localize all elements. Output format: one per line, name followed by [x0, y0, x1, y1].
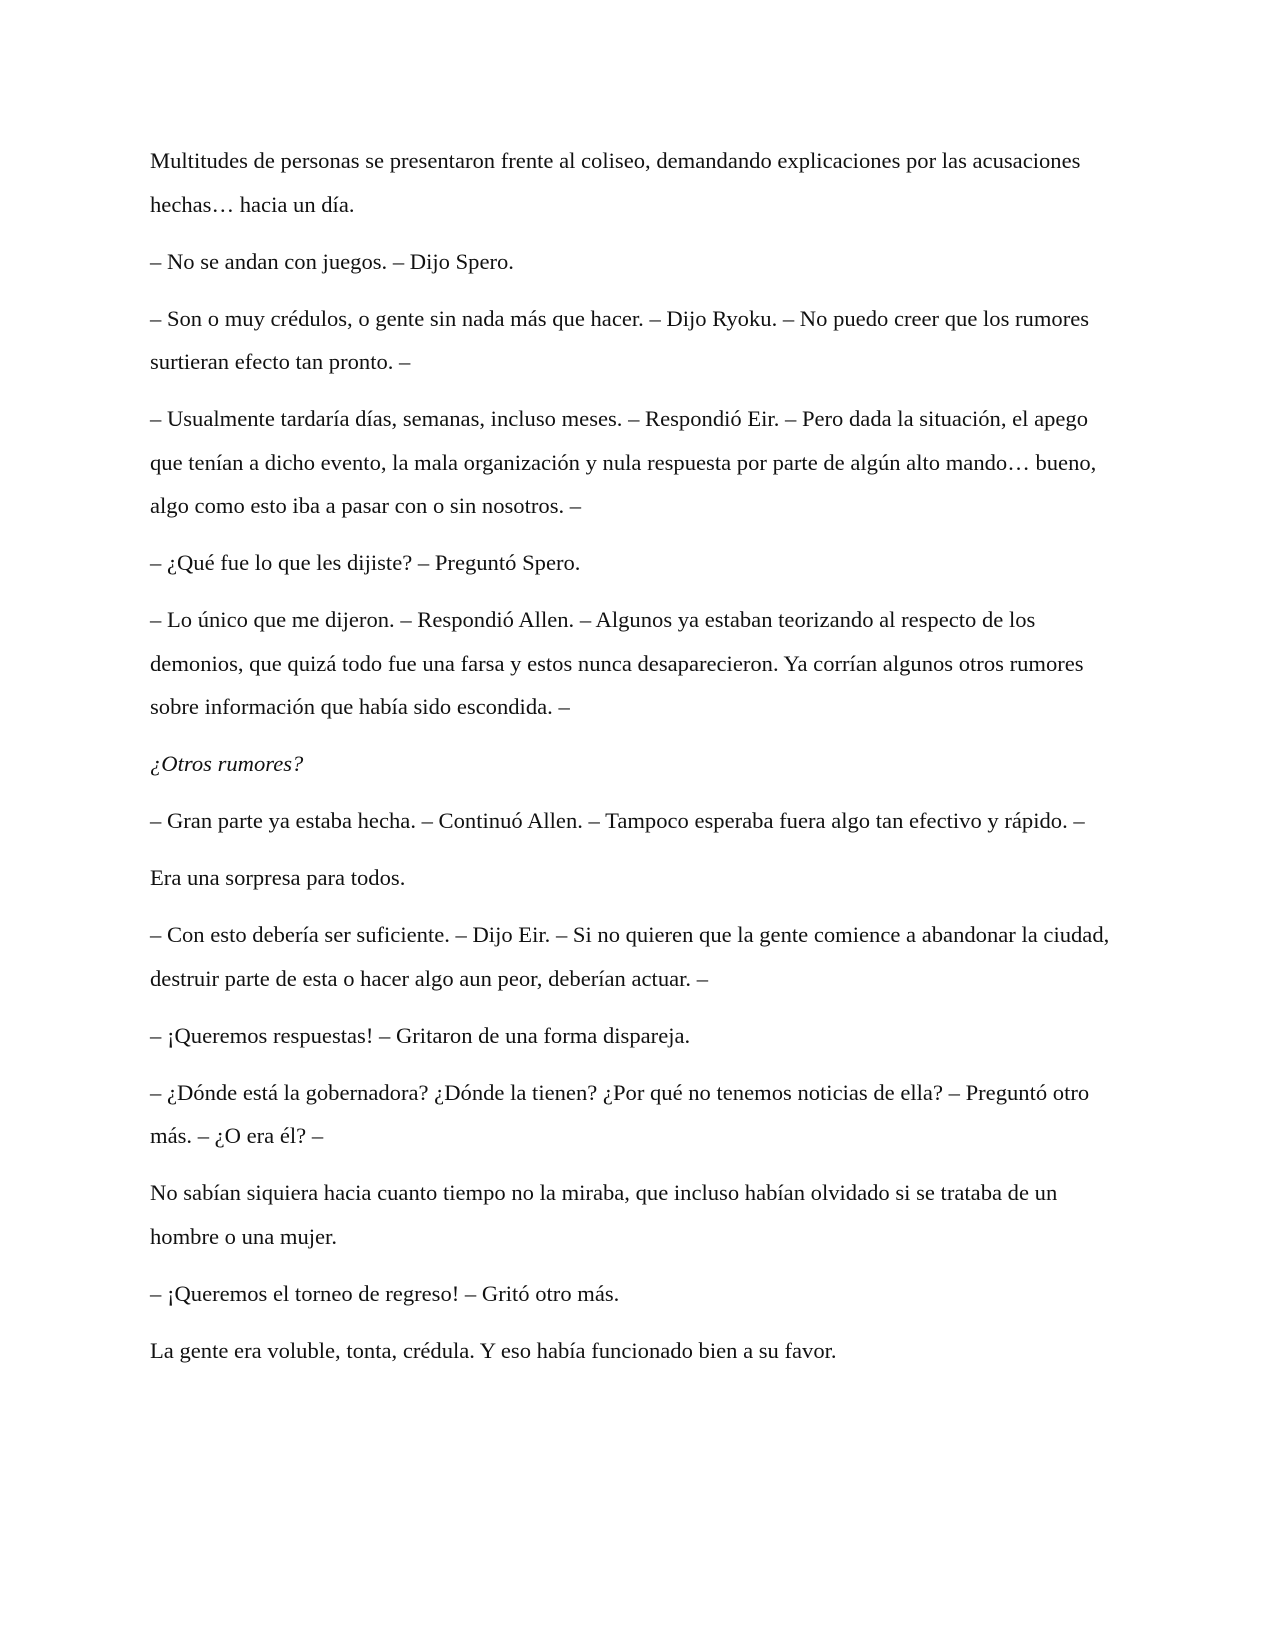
paragraph-2: – No se andan con juegos. – Dijo Spero.	[150, 248, 514, 274]
paragraph-9: Era una sorpresa para todos.	[150, 865, 406, 890]
paragraph-4: – Usualmente tardaría días, semanas, incluso meses. – Respondió Eir. – Pero dada la situación, el apego que tenían a dicho evento, la mala organización y nula respuesta por parte de algún alto mando… bueno, algo como esto iba a pasar con o sin nosotros. –	[150, 406, 1097, 518]
paragraph-5: – ¿Qué fue lo que les dijiste? – Preguntó Spero.	[150, 550, 581, 575]
paragraph-7-italic-thought: ¿Otros rumores?	[150, 751, 304, 776]
paragraph-11: – ¡Queremos respuestas! – Gritaron de una forma dispareja.	[150, 1022, 691, 1048]
paragraph-13: No sabían siquiera hacia cuanto tiempo no la miraba, que incluso habían olvidado si se trataba de un hombre o una mujer.	[150, 1180, 1058, 1249]
paragraph-10: – Con esto debería ser suficiente. – Dijo Eir. – Si no quieren que la gente comience a abandonar la ciudad, destruir parte de esta o hacer algo aun peor, deberían actuar. –	[150, 922, 1110, 991]
paragraph-15: La gente era voluble, tonta, crédula. Y eso había funcionado bien a su favor.	[150, 1337, 837, 1363]
paragraph-3: – Son o muy crédulos, o gente sin nada más que hacer. – Dijo Ryoku. – No puedo creer que los rumores surtieran efecto tan pronto. –	[150, 305, 1090, 374]
paragraph-1: Multitudes de personas se presentaron frente al coliseo, demandando explicaciones por las acusaciones hechas… hacia un día.	[150, 148, 1081, 217]
paragraph-12: – ¿Dónde está la gobernadora? ¿Dónde la tienen? ¿Por qué no tenemos noticias de ella? – Preguntó otro más. – ¿O era él? –	[150, 1079, 1090, 1148]
paragraph-14: – ¡Queremos el torneo de regreso! – Gritó otro más.	[150, 1280, 620, 1306]
paragraph-6: – Lo único que me dijeron. – Respondió Allen. – Algunos ya estaban teorizando al respecto de los demonios, que quizá todo fue una farsa y estos nunca desaparecieron. Ya corrían algunos otros rumores sobre información que había sido escondida. –	[150, 607, 1084, 719]
paragraph-8: – Gran parte ya estaba hecha. – Continuó Allen. – Tampoco esperaba fuera algo tan efectivo y rápido. –	[150, 808, 1085, 833]
